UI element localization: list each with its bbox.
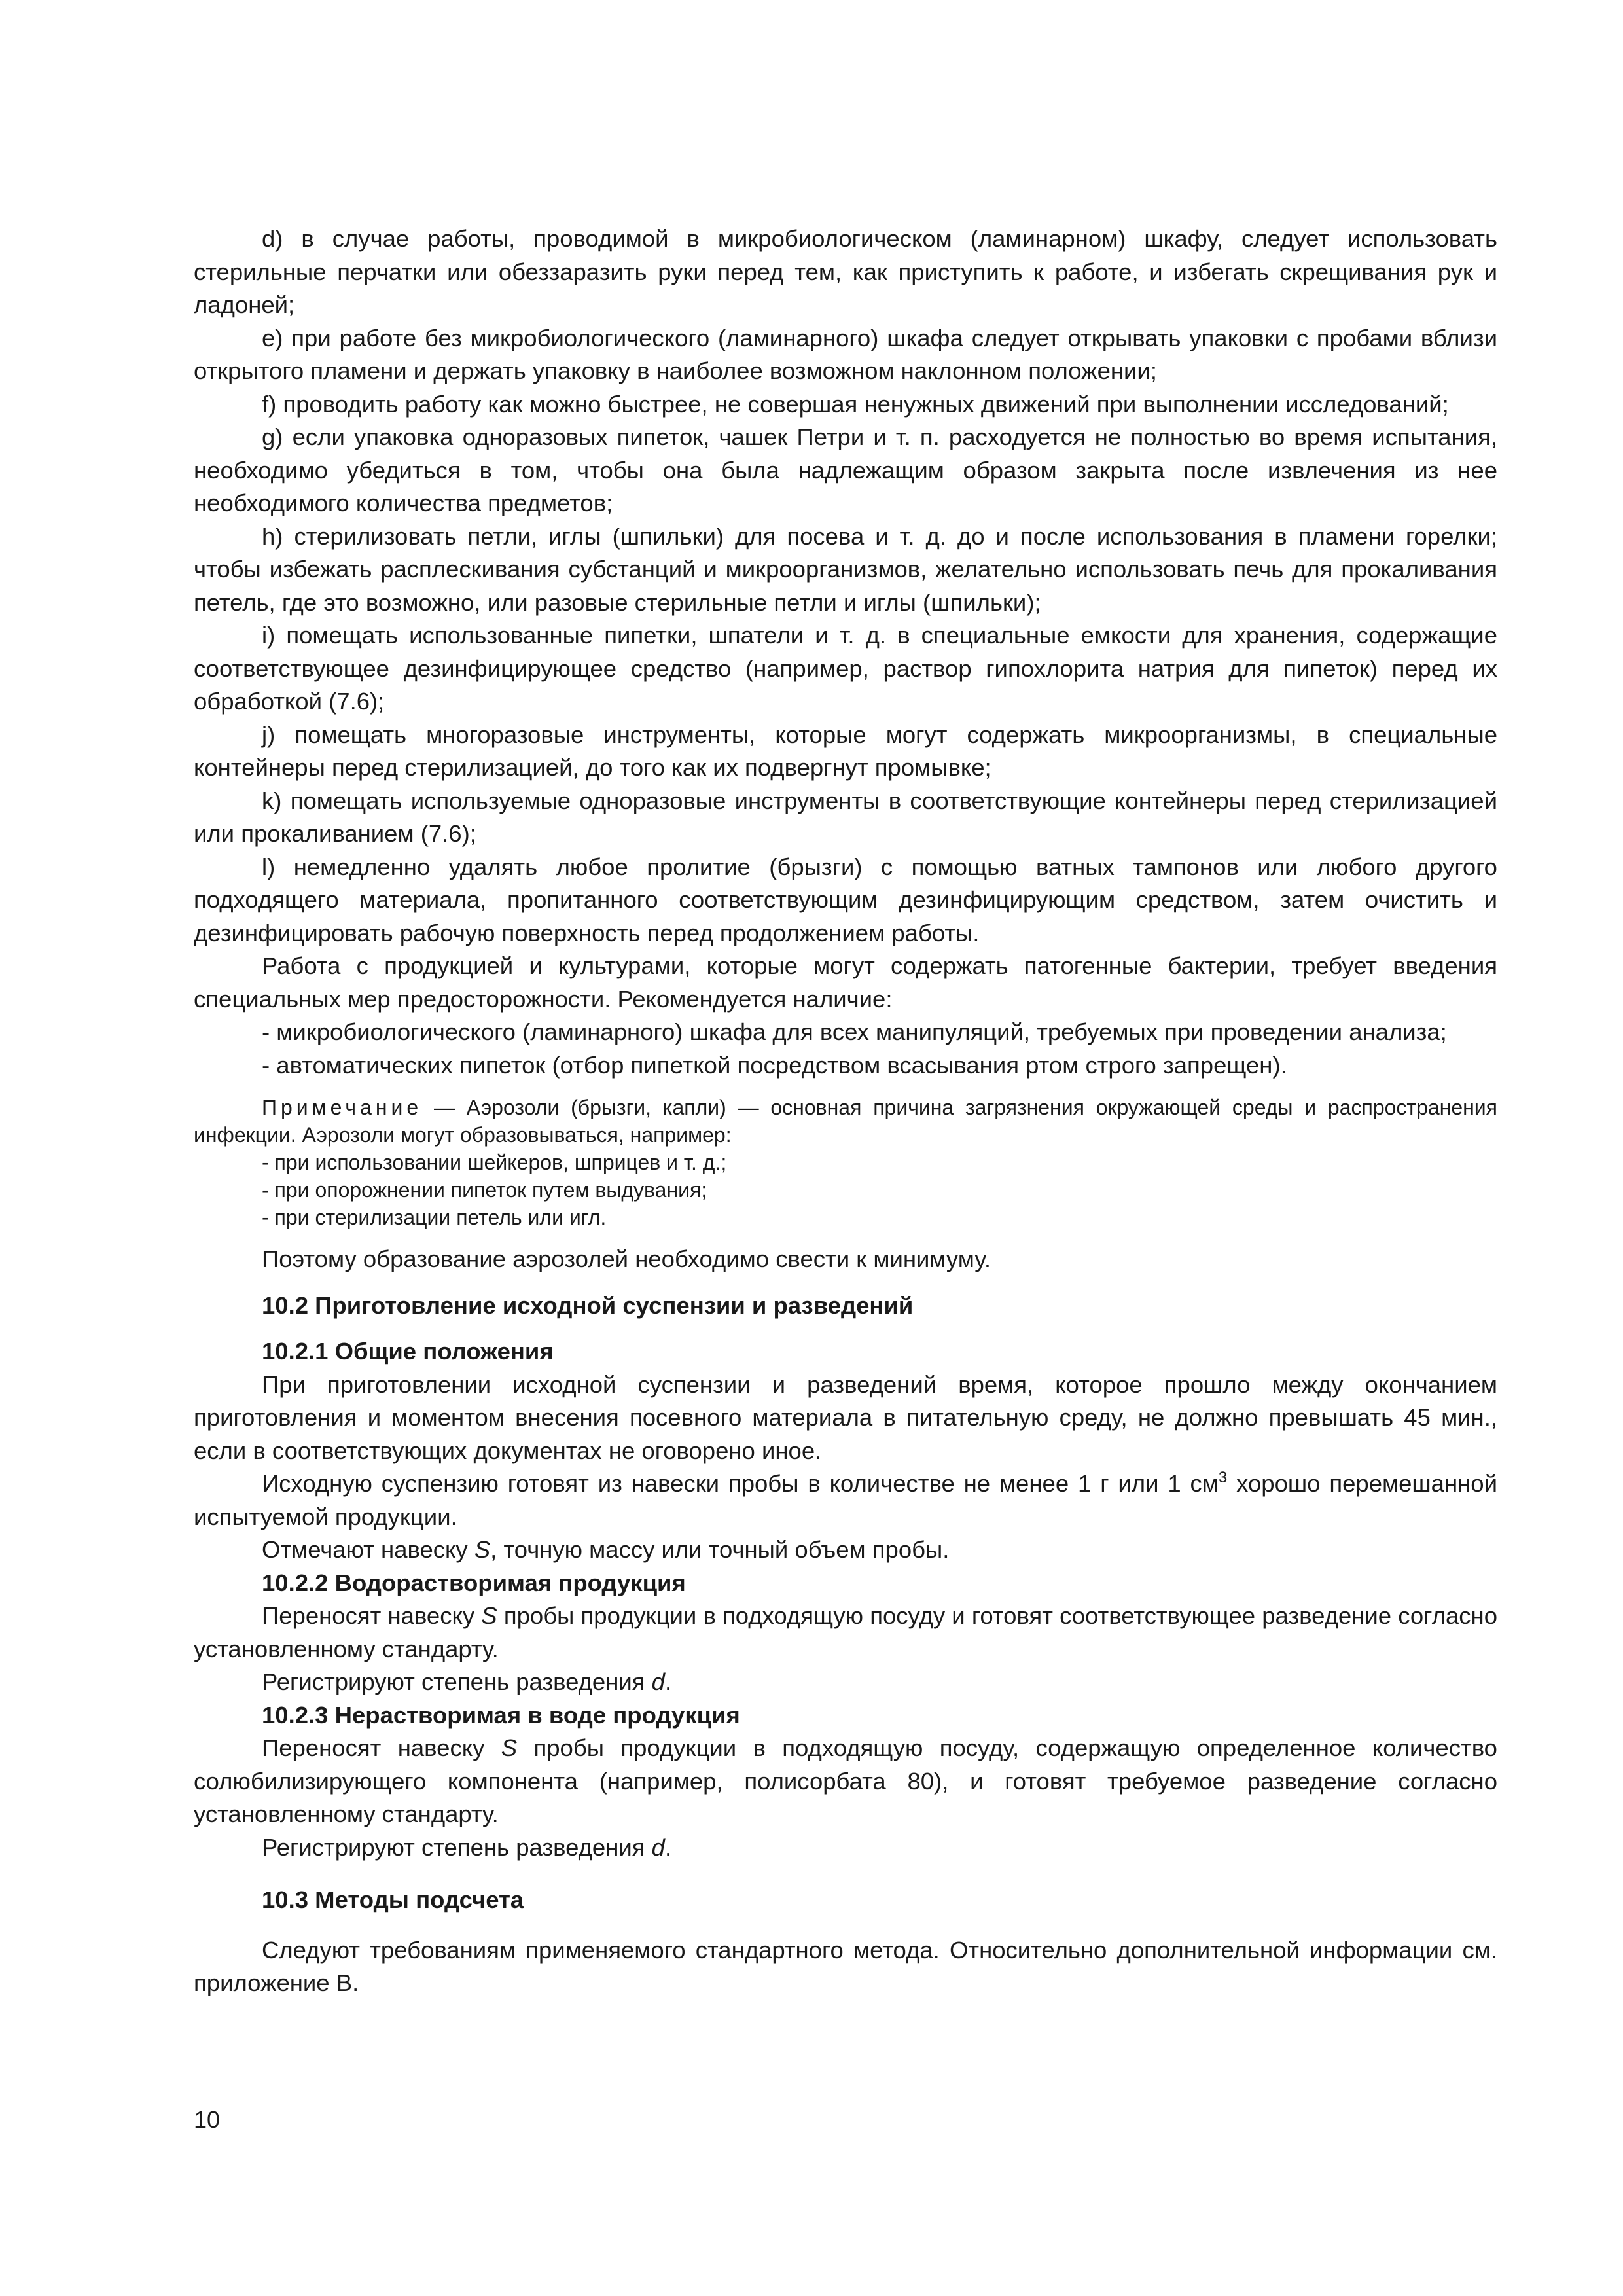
list-item-l: l) немедленно удалять любое пролитие (брызги) с помощью ватных тампонов или любого другого подходящего материала, пропитанного соответствующим дезинфицирующим средством, затем очистить и дезинфицировать рабочую поверхность перед продолжением работы. bbox=[194, 853, 1497, 946]
list-item-j: j) помещать многоразовые инструменты, которые могут содержать микроорганизмы, в специальные контейнеры перед стерилизацией, до того как их подвергнут промывке; bbox=[194, 721, 1497, 781]
paragraph: При приготовлении исходной суспензии и разведений время, которое прошло между окончанием приготовления и моментом внесения посевного материала в питательную среду, не должно превышать 45 мин., если в соответствующих документах не оговорено иное. bbox=[194, 1371, 1497, 1464]
list-item-e: e) при работе без микробиологического (ламинарного) шкафа следует открывать упаковки с пробами вблизи открытого пламени и держать упаковку в наиболее возможном наклонном положении; bbox=[194, 324, 1497, 384]
paragraph: Регистрируют степень разведения d. bbox=[262, 1833, 672, 1861]
list-item-d: d) в случае работы, проводимой в микробиологическом (ламинарном) шкафу, следует использовать стерильные перчатки или обеззаразить руки перед тем, как приступить к работе, и избегать скрещивания рук и ладоней; bbox=[194, 225, 1497, 318]
main-text bbox=[194, 223, 1497, 2000]
page-number: 10 bbox=[194, 2106, 221, 2133]
subsection-heading-10-2-2: 10.2.2 Водорастворимая продукция bbox=[262, 1569, 686, 1596]
list-item-f: f) проводить работу как можно быстрее, не совершая ненужных движений при выполнении исследований; bbox=[262, 390, 1449, 418]
subsection-heading-10-2-3: 10.2.3 Нерастворимая в воде продукция bbox=[262, 1701, 740, 1729]
list-item-i: i) помещать использованные пипетки, шпатели и т. д. в специальные емкости для хранения, содержащие соответствующее дезинфицирующее средство (например, раствор гипохлорита натрия для пипеток) перед их обработкой (7.6); bbox=[194, 622, 1497, 715]
note-list-item: - при использовании шейкеров, шприцев и т. д.; bbox=[262, 1151, 727, 1174]
pathogen-paragraph: Работа с продукцией и культурами, которые могут содержать патогенные бактерии, требует введения специальных мер предосторожности. Рекомендуется наличие: bbox=[194, 952, 1497, 1013]
paragraph: Отмечают навеску S, точную массу или точный объем пробы. bbox=[262, 1536, 950, 1563]
section-heading-10-3: 10.3 Методы подсчета bbox=[262, 1886, 524, 1913]
note-list-item: - при опорожнении пипеток путем выдувания; bbox=[262, 1178, 707, 1202]
aerosol-conclusion: Поэтому образование аэрозолей необходимо свести к минимуму. bbox=[262, 1246, 991, 1272]
paragraph: Регистрируют степень разведения d. bbox=[262, 1668, 672, 1695]
subsection-heading-10-2-1: 10.2.1 Общие положения bbox=[262, 1338, 554, 1365]
section-heading-10-2: 10.2 Приготовление исходной суспензии и разведений bbox=[262, 1291, 914, 1319]
paragraph: Переносят навеску S пробы продукции в подходящую посуду и готовят соответствующее разведение согласно установленному стандарту. bbox=[194, 1602, 1497, 1662]
recommended-item: - микробиологического (ламинарного) шкафа для всех манипуляций, требуемых при проведении анализа; bbox=[262, 1018, 1447, 1045]
note-label: Примечание bbox=[262, 1096, 423, 1119]
list-item-h: h) стерилизовать петли, иглы (шпильки) для посева и т. д. до и после использования в пламени горелки; чтобы избежать расплескивания субстанций и микроорганизмов, желательно использовать печь для прокаливания петель, где это возможно, или разовые стерильные петли и иглы (шпильки); bbox=[194, 522, 1497, 616]
note-text: — Аэрозоли (брызги, капли) — основная причина загрязнения окружающей среды и распространения инфекции. Аэрозоли могут образовываться, например: bbox=[194, 1096, 1498, 1147]
paragraph: Переносят навеску S пробы продукции в подходящую посуду, содержащую определенное количество солюбилизирующего компонента (например, полисорбата 80), и готовят требуемое разведение согласно установленному стандарту. bbox=[194, 1734, 1497, 1827]
list-item-g: g) если упаковка одноразовых пипеток, чашек Петри и т. п. расходуется не полностью во время испытания, необходимо убедиться в том, чтобы она была надлежащим образом закрыта после извлечения из нее необходимого количества предметов; bbox=[194, 423, 1497, 516]
list-item-k: k) помещать используемые одноразовые инструменты в соответствующие контейнеры перед стерилизацией или прокаливанием (7.6); bbox=[194, 787, 1497, 847]
paragraph: Исходную суспензию готовят из навески пробы в количестве не менее 1 г или 1 $см^3$ хорошо перемешанной испытуемой продукции. bbox=[194, 1469, 1497, 1530]
note-list-item: - при стерилизации петель или игл. bbox=[262, 1206, 607, 1229]
note-paragraph bbox=[194, 1094, 1497, 1149]
recommended-item: - автоматических пипеток (отбор пипеткой посредством всасывания ртом строго запрещен). bbox=[262, 1051, 1287, 1079]
paragraph: Следуют требованиям применяемого стандартного метода. Относительно дополнительной информации см. приложение В. bbox=[194, 1936, 1497, 1996]
